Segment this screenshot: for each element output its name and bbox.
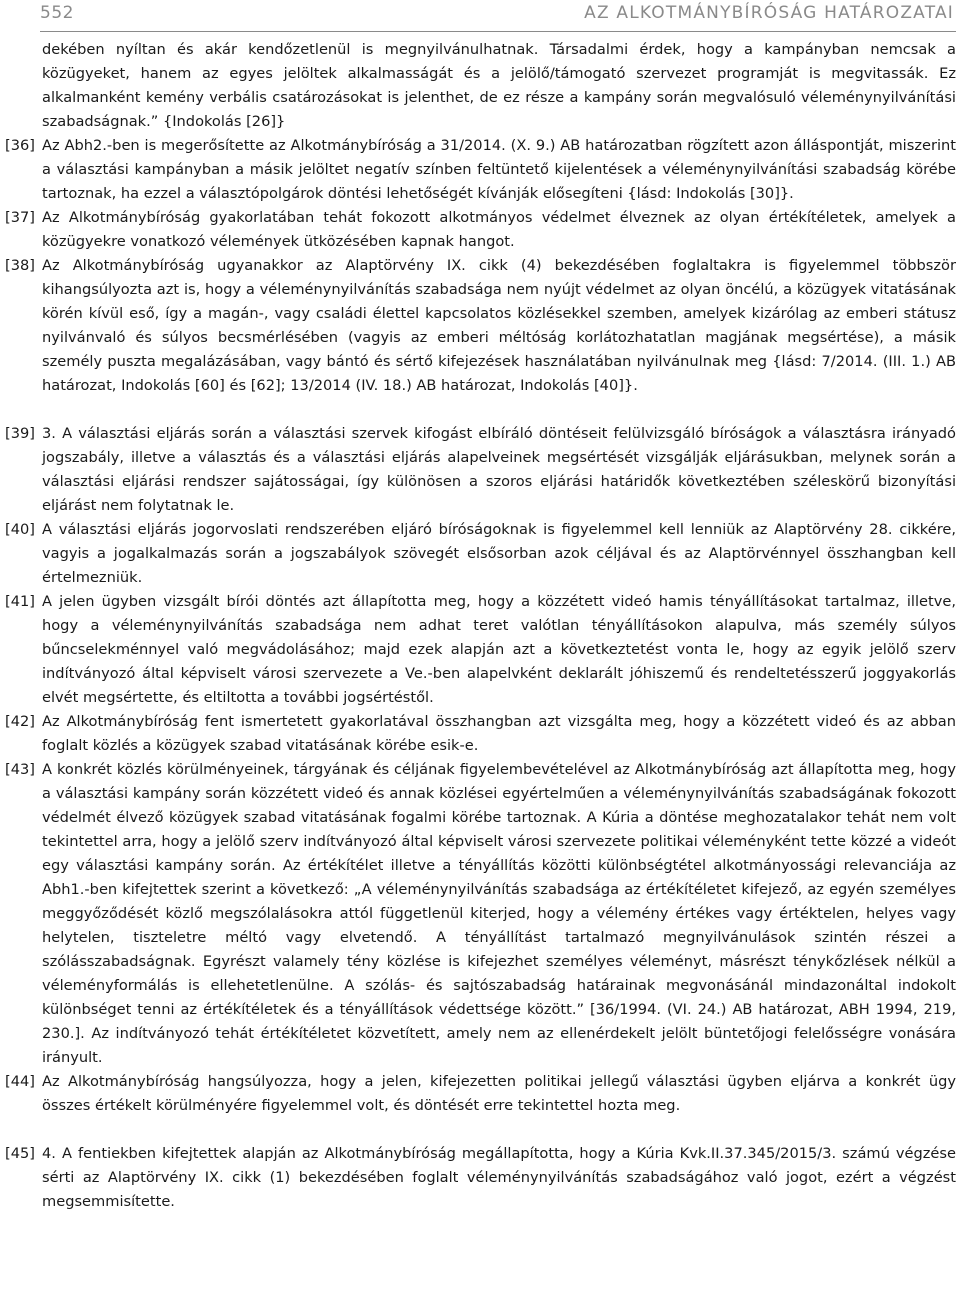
- paragraph-37: [0, 206, 960, 254]
- page-number: 552: [40, 3, 74, 23]
- paragraph-text: Az Alkotmánybíróság gyakorlatában tehát fokozott alkotmányos védelmet élveznek az olyan értékítéletek, amelyek a közügyekre vonatkozó vélemények ütközésében kapnak hangot.: [42, 209, 956, 250]
- paragraph-43: [0, 758, 960, 1070]
- paragraph-44: [0, 1070, 960, 1118]
- paragraph-number: [39]: [5, 425, 35, 442]
- paragraph-42: [0, 710, 960, 758]
- running-title: AZ ALKOTMÁNYBÍRÓSÁG HATÁROZATAI: [584, 3, 954, 23]
- paragraph-text: A konkrét közlés körülményeinek, tárgyának és céljának figyelembevételével az Alkotmánybíróság azt állapította meg, hogy a választási kampány során közzétett videó és annak közlései egyértelműen a véleménynyilvánítás szabadságának fokozott védelmét élvező közügyek szabad vitatásának fogalmi körébe tartoznak. A Kúria a döntése meghozatalakor tehát nem volt tekintettel arra, hogy a jelölő szerv indítványozó által képviselt városi szervezete politikai véleményként tette közzé a videót egy választási kampány során. Az értékítélet illetve a tényállítás közötti különbségtétel alkotmányossági relevanciája az Abh1.-ben kifejtettek szerint a következő: „A véleménynyilvánítás szabadsága az értékítéletet kifejező, az egyén személyes meggyőződését közlő megszólalásokra attól függetlenül kiterjed, hogy a vélemény értékes vagy értéktelen, helyes vagy helytelen, tiszteletre méltó vagy elvetendő. A tényállítást tartalmazó megnyilvánulások szintén részei a szólásszabadságnak. Egyrészt valamely tény közlése is kifejezhet személyes véleményt, másrészt ténykőzlések nélkül a véleményformálás is ellehetetlenülne. A szólás- és sajtószabadság határainak megvonásánál mindazonáltal indokolt különbséget tenni az értékítéletek és a tényállítások védettsége között.” [36/1994. (VI. 24.) AB határozat, ABH 1994, 219, 230.]. Az indítványozó tehát értékítéletet közvetített, amely nem az ellenérdekelt jelölt büntetőjogi felelősségre vonására irányult.: [42, 761, 956, 1066]
- paragraph-number: [43]: [5, 761, 35, 778]
- paragraph-number: [42]: [5, 713, 35, 730]
- paragraph-text: A választási eljárás jogorvoslati rendszerében eljáró bíróságoknak is figyelemmel kell lenniük az Alaptörvény 28. cikkére, vagyis a jogalkalmazás során a jogszabályok szövegét elsősorban azok céljával és az Alaptörvénnyel összhangban kell értelmezniük.: [42, 521, 956, 586]
- paragraph-38: [0, 254, 960, 398]
- paragraph-number: [44]: [5, 1073, 35, 1090]
- paragraph-36: [0, 134, 960, 206]
- paragraph-number: [36]: [5, 137, 35, 154]
- page-header: [0, 0, 960, 34]
- paragraph-number: [37]: [5, 209, 35, 226]
- paragraph-number: [41]: [5, 593, 35, 610]
- paragraph-text: Az Abh2.-ben is megerősítette az Alkotmánybíróság a 31/2014. (X. 9.) AB határozatban rögzített azon álláspontját, miszerint a választási kampányban a másik jelöltet negatív színben feltüntető kijelentések a véleménynyilvánítási szabadság körébe tartoznak, ha ezzel a választópolgárok döntési lehetőségét kívánják elősegíteni {lásd: Indokolás [30]}.: [42, 137, 956, 202]
- paragraph-39: [0, 422, 960, 518]
- paragraph-number: [45]: [5, 1145, 35, 1162]
- continued-paragraph: [0, 38, 960, 134]
- paragraph-number: [40]: [5, 521, 35, 538]
- paragraph-41: [0, 590, 960, 710]
- paragraph-text: 3. A választási eljárás során a választási szervek kifogást elbíráló döntéseit felülvizsgáló bíróságok a választásra irányadó jogszabály, illetve a választás és a választási eljárás alapelveinek megsértését vizsgálják eljárásukban, melynek során a választási eljárási rendszer sajátosságai, így különösen a szoros eljárási határidők következtében széleskörű bizonyítási eljárást nem folytatnak le.: [42, 425, 956, 514]
- paragraph-number: [38]: [5, 257, 35, 274]
- paragraph-text: Az Alkotmánybíróság hangsúlyozza, hogy a jelen, kifejezetten politikai jellegű választási ügyben eljárva a konkrét ügy összes értékelt körülményére figyelemmel volt, és döntését erre tekintettel hozta meg.: [42, 1073, 956, 1114]
- paragraph-45: [0, 1142, 960, 1214]
- header-rule: [40, 31, 956, 32]
- document-body: [0, 38, 960, 1214]
- paragraph-text: Az Alkotmánybíróság fent ismertetett gyakorlatával összhangban azt vizsgálta meg, hogy a közzétett videó és az abban foglalt közlés a közügyek szabad vitatásának körébe esik-e.: [42, 713, 956, 754]
- paragraph-text: A jelen ügyben vizsgált bírói döntés azt állapította meg, hogy a közzétett videó hamis tényállításokat tartalmaz, illetve, hogy a véleménynyilvánítás szabadsága nem adhat teret valótlan tényállításokon alapulva, más személy súlyos bűncselekménnyel való megvádolásához; majd ezek alapján azt a következtetést vonta le, hogy az egyik jelölő szerv indítványozó által képviselt városi szervezete a Ve.-ben alapelvként deklarált jóhiszemű és rendeltetésszerű joggyakorlás elvét megsértette, és eltiltotta a további jogsértéstől.: [42, 593, 956, 706]
- paragraph-text: dekében nyíltan és akár kendőzetlenül is megnyilvánulhatnak. Társadalmi érdek, hogy a kampányban nemcsak a közügyeket, hanem az egyes jelöltek alkalmasságát és a jelölő/támogató szervezet programját is megvitassák. Ez alkalmanként kemény verbális csatározásokat is jelenthet, de ez része a kampány során megvalósuló véleménynyilvánítási szabadságnak.” {Indokolás [26]}: [42, 41, 956, 130]
- paragraph-text: 4. A fentiekben kifejtettek alapján az Alkotmánybíróság megállapította, hogy a Kúria Kvk.II.37.345/2015/3. számú végzése sérti az Alaptörvény IX. cikk (1) bekezdésében foglalt véleménynyilvánítás szabadságához való jogot, ezért a végzést megsemmisítette.: [42, 1145, 956, 1210]
- paragraph-text: Az Alkotmánybíróság ugyanakkor az Alaptörvény IX. cikk (4) bekezdésében foglaltakra is figyelemmel többször kihangsúlyozta azt is, hogy a véleménynyilvánítás szabadsága nem nyújt védelmet az olyan öncélú, a közügyek vitatásának körén kívül eső, így a magán-, vagy családi élettel kapcsolatos közlésekkel szemben, amelyek kizárólag az emberi státusz nyilvánvaló és súlyos becsmérlésében (vagyis az emberi méltóság korlátozhatatlan magjának megsértése), a másik személy puszta megalázásában, vagy bántó és sértő kifejezések használatában nyilvánulnak meg {lásd: 7/2014. (III. 1.) AB határozat, Indokolás [60] és [62]; 13/2014 (IV. 18.) AB határozat, Indokolás [40]}.: [42, 257, 956, 394]
- paragraph-40: [0, 518, 960, 590]
